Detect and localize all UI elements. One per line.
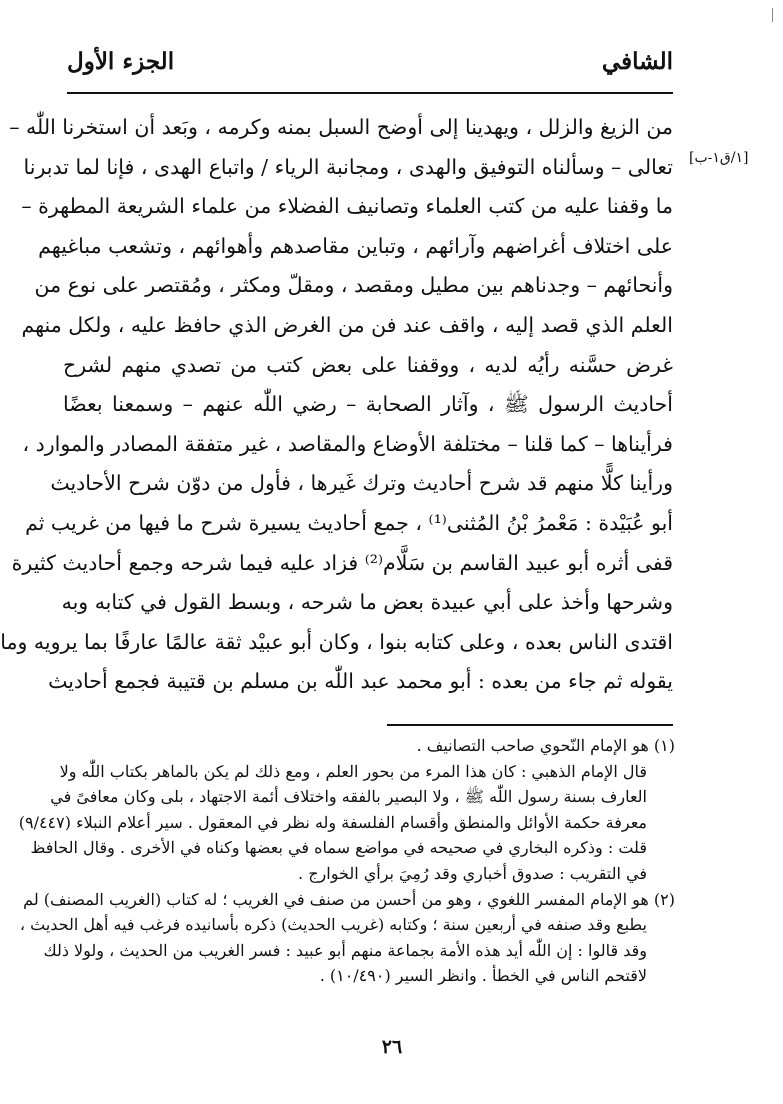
text-line: يقوله ثم جاء من بعده : أبو محمد عبد اللّٰه بن مسلم بن قتيبة فجمع أحاديث <box>48 669 673 694</box>
text-line: تعالى – وسألناه التوفيق والهدى ، ومجانبة الرياء / واتباع الهدى ، فإنا لما تدبرنا <box>23 154 673 179</box>
book-title: الشافي <box>601 48 673 75</box>
text-line: على اختلاف أغراضهم وآرائهم ، وتباين مقاصدهم وأهوائهم ، وتشعب مباغيهم <box>38 233 673 258</box>
text-line: ما وقفنا عليه من كتب العلماء وتصانيف الفضلاء من علماء الشريعة المطهرة – <box>21 194 673 219</box>
text-line: فرأيناها – كما قلنا – مختلفة الأوضاع والمقاصد ، غير متفقة المصادر والموارد ، <box>22 431 673 456</box>
text-line: وشرحها وأخذ على أبي عبيدة بعض ما شرحه ، وبسط القول في كتابه وبه <box>61 590 673 615</box>
footnote-line: يطبع وقد صنفه في أربعين سنة ؛ وكتابه (غريب الحديث) ذكره بأسانيده فرغب فيه أهل الحديث ، <box>19 915 647 935</box>
text-line: العلم الذي قصد إليه ، واقف عند فن من الغرض الذي حافظ عليه ، ولكل منهم <box>21 312 673 337</box>
text-line: وأنحائهم – وجدناهم بين مطيل ومقصد ، ومقلّ ومكثر ، ومُقتصر على نوع من <box>34 273 673 298</box>
text-line: قفى أثره أبو عبيد القاسم بن سَلَّام⁽²⁾ فزاد عليه فيما شرحه وجمع أحاديث كثيرة <box>11 550 673 575</box>
footnote-line: (١) هو الإمام النّحوي صاحب التصانيف . <box>416 736 675 755</box>
footnote-line: وقد قالوا : إن اللّٰه أيد هذه الأمة بجماعة منهم أبو عبيد : فسر الغريب من الحديث ، ولولا ذلك <box>43 940 647 960</box>
header-rule <box>67 92 673 94</box>
text-line: أبو عُبَيْدة : مَعْمرُ بْنُ المُثنى⁽¹⁾ ، جمع أحاديث يسيرة شرح ما فيها من غريب ثم <box>25 510 673 535</box>
footnote-line: في التقريب : صدوق أخباري وقد رُمِيَ برأي الخوارج . <box>298 863 647 883</box>
page-number: ٢٦ <box>381 1036 403 1058</box>
manuscript-folio-note: [١/ق١-ب] <box>689 150 749 166</box>
footnotes <box>18 733 675 989</box>
footnote-line: قلت : وذكره البخاري في صحيحه في مواضع سماه في بعضها وكناه في الأخرى . وقال الحافظ <box>30 838 647 858</box>
text-line: من الزيغ والزلل ، ويهدينا إلى أوضح السبل بمنه وكرمه ، وبَعد أن استخرنا اللّٰه – <box>9 115 673 139</box>
footnote-line: لاقتحم الناس في الخطأ . وانظر السير (١٠/٤٩٠) . <box>319 966 647 986</box>
top-edge-mark <box>772 8 773 22</box>
text-line: غرض حسَّنه رأيُه لديه ، ووقفنا على بعض كتب من تصدي منهم لشرح <box>63 352 673 377</box>
running-header <box>67 44 673 94</box>
footnote-line: العارف بسنة رسول اللّٰه ﷺ ، ولا البصير بالفقه واختلاف أئمة الاجتهاد ، بلى وكان معافىً في <box>50 787 647 807</box>
book-page <box>1 0 783 1104</box>
volume-title: الجزء الأول <box>67 48 175 75</box>
footnote-line: قال الإمام الذهبي : كان هذا المرء من بحور العلم ، ومع ذلك لم يكن بالماهر بكتاب اللّٰه ولا <box>59 761 647 781</box>
footnote-line: (٢) هو الإمام المفسر اللغوي ، وهو من أحسن من صنف في الغريب ؛ له كتاب (الغريب المصنف) لم <box>23 889 675 909</box>
text-line: أحاديث الرسول ﷺ ، وآثار الصحابة – رضي اللّٰه عنهم – وسمعنا بعضًا <box>63 392 673 417</box>
footnote-line: معرفة حكمة الأوائل والمنطق وأقسام الفلسفة وله نظر في المعقول . سير أعلام النبلاء (٩/٤٤٧) <box>18 812 647 832</box>
footnote-separator <box>387 724 673 726</box>
main-text <box>0 108 673 702</box>
text-line: اقتدى الناس بعده ، وعلى كتابه بنوا ، وكان أبو عبيْد ثقة عالمًا عارفًا بما يرويه وما <box>0 629 673 654</box>
text-line: ورأينا كلًّا منهم قد شرح أحاديث وترك غَيرها ، فأول من دوّن شرح الأحاديث <box>50 471 673 496</box>
